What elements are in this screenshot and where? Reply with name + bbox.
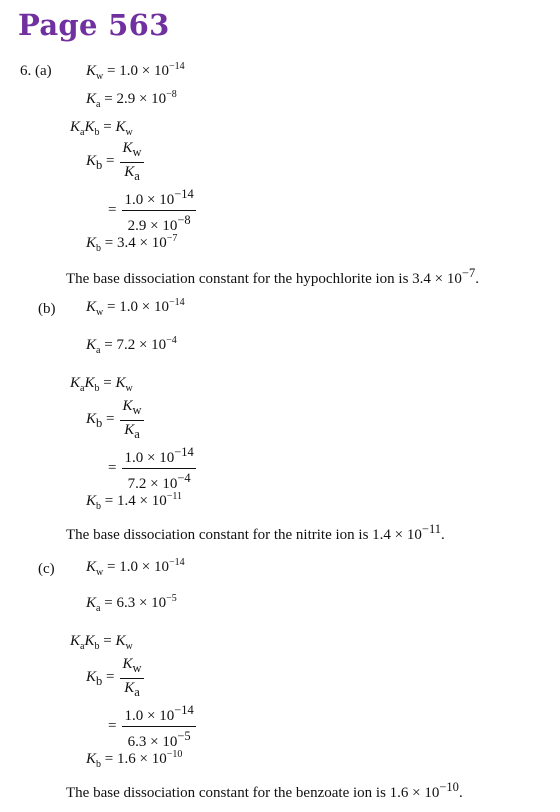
part-label: 6. (a) bbox=[20, 63, 52, 79]
kb-substitution: = $\frac{1.0 \times 10^{-14}}{2.9 \times 10^{-8}}$ bbox=[108, 187, 194, 234]
ka-line: $K_a = 2.9 \times 10^{-8}$ bbox=[86, 89, 177, 110]
part-label: (b) bbox=[38, 301, 56, 317]
kb-result: $K_b = 1.4 \times 10^{-11}$ bbox=[86, 491, 182, 512]
conclusion-sentence: The base dissociation constant for the benzoate ion is $1.6 \times 10^{-10}$. bbox=[66, 780, 463, 801]
kb-formula: $K_b$ = $\frac{K_w}{K_a}$ bbox=[86, 398, 142, 441]
fraction-values: $\frac{1.0 \times 10^{-14}}{7.2 \times 10^{-4}}$ bbox=[124, 445, 194, 492]
fraction-kw-over-ka: $\frac{K_w}{K_a}$ bbox=[122, 398, 142, 441]
kw-line: $K_w = 1.0 \times 10^{-14}$ bbox=[86, 297, 185, 318]
kb-result: $K_b = 3.4 \times 10^{-7}$ bbox=[86, 233, 178, 254]
conclusion-sentence: The base dissociation constant for the nitrite ion is $1.4 \times 10^{-11}$. bbox=[66, 522, 445, 543]
part-label: (c) bbox=[38, 561, 55, 577]
kb-formula: $K_b$ = $\frac{K_w}{K_a}$ bbox=[86, 656, 142, 699]
kb-substitution: = $\frac{1.0 \times 10^{-14}}{7.2 \times 10^{-4}}$ bbox=[108, 445, 194, 492]
fraction-values: $\frac{1.0 \times 10^{-14}}{2.9 \times 10^{-8}}$ bbox=[124, 187, 194, 234]
kb-result: $K_b = 1.6 \times 10^{-10}$ bbox=[86, 749, 183, 770]
page-title: Page 563 bbox=[18, 8, 170, 42]
kb-substitution: = $\frac{1.0 \times 10^{-14}}{6.3 \times 10^{-5}}$ bbox=[108, 703, 194, 750]
fraction-values: $\frac{1.0 \times 10^{-14}}{6.3 \times 10^{-5}}$ bbox=[124, 703, 194, 750]
kw-line: $K_w = 1.0 \times 10^{-14}$ bbox=[86, 61, 185, 82]
ka-kb-relation: $K_aK_b = K_w$ bbox=[70, 633, 133, 652]
ka-kb-relation: $K_aK_b = K_w$ bbox=[70, 375, 133, 394]
conclusion-sentence: The base dissociation constant for the hypochlorite ion is $3.4 \times 10^{-7}$. bbox=[66, 266, 479, 287]
kw-line: $K_w = 1.0 \times 10^{-14}$ bbox=[86, 557, 185, 578]
ka-line: $K_a = 6.3 \times 10^{-5}$ bbox=[86, 593, 177, 614]
ka-kb-relation: $K_aK_b = K_w$ bbox=[70, 119, 133, 138]
ka-line: $K_a = 7.2 \times 10^{-4}$ bbox=[86, 335, 177, 356]
fraction-kw-over-ka: $\frac{K_w}{K_a}$ bbox=[122, 140, 142, 183]
fraction-kw-over-ka: $\frac{K_w}{K_a}$ bbox=[122, 656, 142, 699]
kb-formula: $K_b$ = $\frac{K_w}{K_a}$ bbox=[86, 140, 142, 183]
